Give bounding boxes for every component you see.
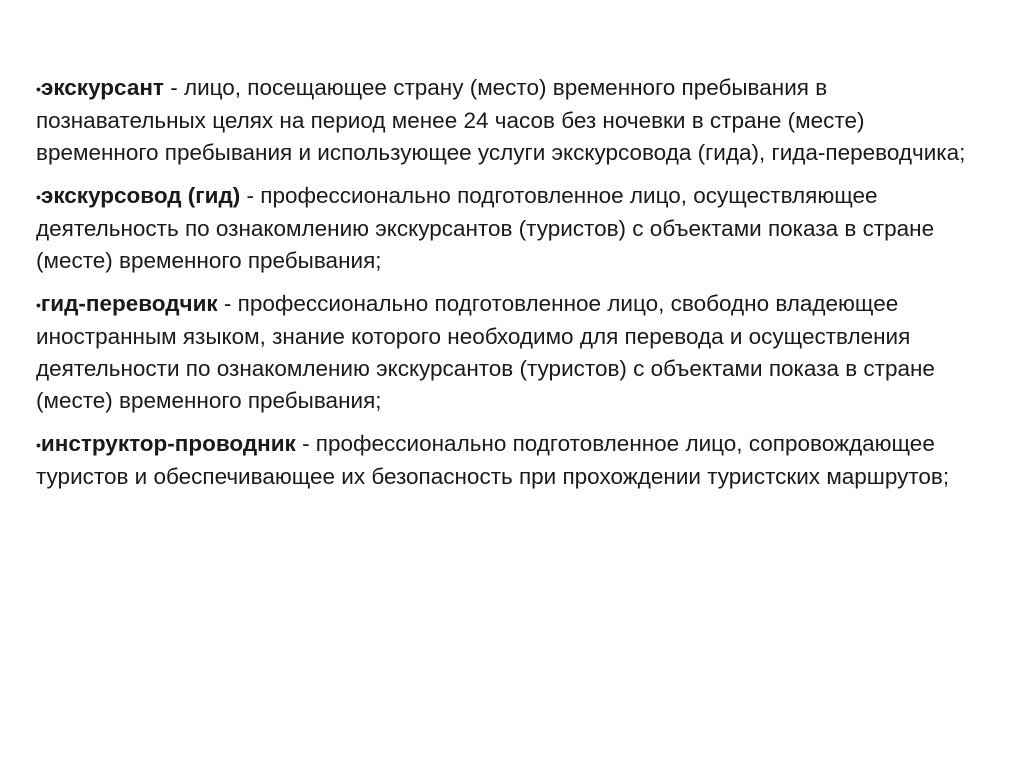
- bullet-icon: •: [36, 297, 41, 313]
- definition-item: [36, 72, 966, 169]
- definition-item: [36, 288, 966, 417]
- definition-text: - профессионально подготовленное лицо, сопровождающее туристов и обеспечивающее их безопасность при прохождении туристских маршрутов;: [36, 431, 950, 489]
- definition-item: [36, 180, 966, 277]
- definition-term: экскурсант: [40, 75, 164, 100]
- definition-term: экскурсовод (гид): [40, 183, 241, 208]
- definition-text: - лицо, посещающее страну (место) временного пребывания в познавательных целях на период менее 24 часов без ночевки в стране (месте) временного пребывания и использующее услуги экскурсовода (гида), гида-переводчика;: [36, 75, 966, 165]
- definition-text: - профессионально подготовленное лицо, осуществляющее деятельность по ознакомлению экскурсантов (туристов) с объектами показа в стране (месте) временного пребывания;: [36, 183, 935, 273]
- bullet-icon: •: [36, 189, 41, 205]
- bullet-icon: •: [36, 437, 41, 453]
- definition-term: гид-переводчик: [40, 291, 218, 316]
- definition-text: - профессионально подготовленное лицо, свободно владеющее иностранным языком, знание которого необходимо для перевода и осуществления деятельности по ознакомлению экскурсантов (туристов) с объектами показа в стране (месте) временного пребывания;: [36, 291, 935, 413]
- definition-term: инструктор-проводник: [40, 431, 296, 456]
- bullet-icon: •: [36, 81, 41, 97]
- definition-list: [36, 72, 966, 504]
- definition-item: [36, 428, 966, 493]
